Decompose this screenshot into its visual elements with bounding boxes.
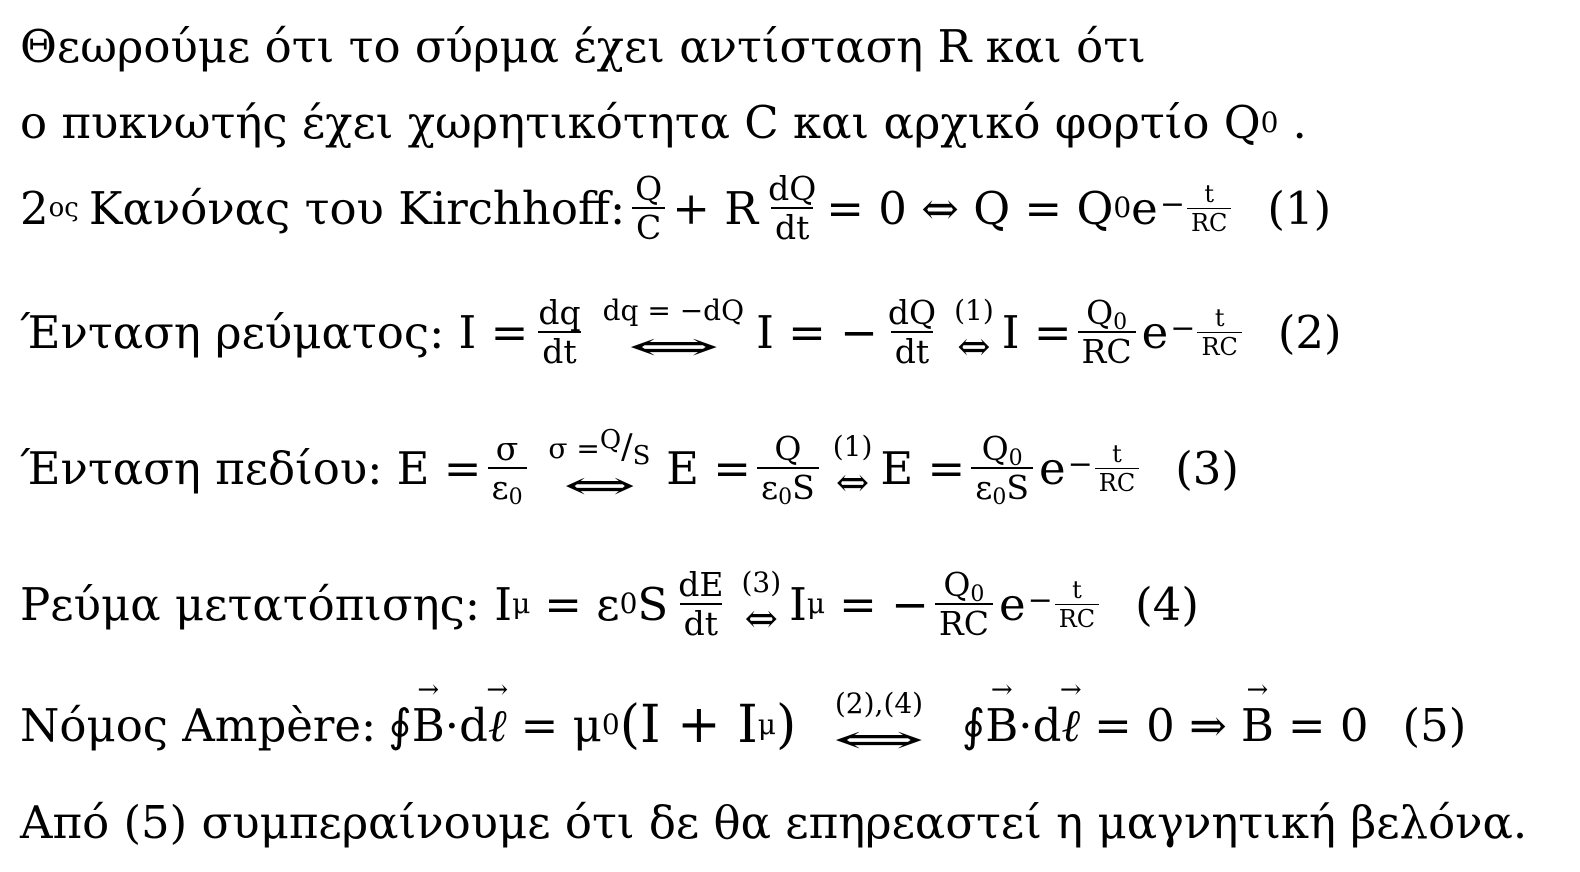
plus-r: + R xyxy=(672,181,759,235)
intro-line-2: ο πυκνωτής έχει χωρητικότητα C και αρχικό φορτίο Q 0 . xyxy=(20,96,1307,149)
arrow-glyph: ⇔ xyxy=(957,324,991,370)
frac-num: dQ xyxy=(768,169,817,208)
arrow-glyph: ⇔ xyxy=(562,463,637,509)
frac-den: dt xyxy=(538,331,580,368)
subscript: 0 xyxy=(1113,310,1128,335)
exponent xyxy=(1067,439,1142,497)
frac-num: Q xyxy=(635,169,663,208)
frac-num: Q xyxy=(774,429,802,468)
displacement-equation: Ρεύμα μετατόπισης: I μ = ε 0 S $\frac{dE}{dt}$ (3) ⇔ I μ = − $\frac{Q_0}{RC}$ e − $\frac{t}{RC}$ (4) xyxy=(20,565,1199,643)
current-label: Ένταση ρεύματος: I = xyxy=(20,305,529,359)
ampere-paren: (I + I xyxy=(619,695,758,755)
exp-minus: − xyxy=(1159,186,1185,222)
exp-minus: − xyxy=(1027,582,1053,618)
arrow-label-pre: σ = xyxy=(548,432,600,465)
frac-den: C xyxy=(632,207,665,244)
field-equation xyxy=(20,425,1239,510)
intro-period: . xyxy=(1292,96,1307,149)
intro-text-1: Θεωρούμε ότι το σύρμα έχει αντίσταση R και ότι xyxy=(20,20,1146,73)
frac-num: dq xyxy=(538,293,581,332)
arrow-label-den: S xyxy=(632,441,651,471)
vector-b: → B xyxy=(1241,703,1274,748)
frac-num: t xyxy=(1112,439,1122,468)
dot-d: ·d xyxy=(444,698,488,752)
subscript: 0 xyxy=(508,485,523,510)
frac-num-text: Q xyxy=(1086,293,1114,332)
displacement-eq-post: S xyxy=(637,577,669,631)
fraction-sigma-eps0 xyxy=(488,429,527,510)
exponent xyxy=(1027,575,1102,633)
displacement-label: Ρεύμα μετατόπισης: I xyxy=(20,577,513,631)
current-mid: I = − xyxy=(756,305,878,359)
frac-den xyxy=(971,467,1033,510)
exp-fraction xyxy=(1095,439,1139,497)
arrow-label: (2),(4) xyxy=(834,687,924,720)
double-arrow xyxy=(541,425,659,509)
equation-number: (4) xyxy=(1135,577,1199,631)
exponent xyxy=(1159,179,1234,237)
field-label: Ένταση πεδίου: E = xyxy=(20,441,482,495)
arrow-label: (1) xyxy=(832,430,873,463)
exp-fraction xyxy=(1187,179,1231,237)
frac-num-text: Q xyxy=(981,429,1009,468)
contour-integral-symbol: ∮ xyxy=(961,698,986,752)
fraction-q-over-c xyxy=(631,169,666,247)
frac-num: t xyxy=(1204,179,1214,208)
frac-den-text: ε xyxy=(975,468,993,507)
ampere-label: Νόμος Ampère: xyxy=(20,698,377,752)
fraction-q-eps0s xyxy=(757,429,819,510)
kirchhoff-label: Κανόνας του Kirchhoff: xyxy=(88,181,626,235)
frac-num: σ xyxy=(495,429,519,468)
ampere-rest: = 0 ⇒ xyxy=(1094,698,1227,752)
displacement-mid: I xyxy=(789,577,807,631)
frac-den xyxy=(757,467,819,510)
exp-fraction xyxy=(1197,303,1241,361)
vector-ell: → ℓ xyxy=(488,703,507,748)
frac-den: dt xyxy=(680,603,722,640)
kirchhoff-equation: 2 ος Κανόνας του Kirchhoff: $\frac{Q}{C}$ + R $\frac{dQ}{dt}$ = 0 ⇔ Q = Q 0 e − $\frac{t}{RC}$ (1) xyxy=(20,169,1332,247)
exp-fraction xyxy=(1055,575,1099,633)
ampere-paren-close: ) xyxy=(775,695,797,755)
intro-line-1 xyxy=(20,20,1146,73)
frac-num: dE xyxy=(678,565,724,604)
equation-number: (5) xyxy=(1402,698,1467,752)
fraction-dq-dt xyxy=(534,293,584,371)
arrow-label: (1) xyxy=(954,294,994,327)
fraction-q0-rc xyxy=(935,565,993,643)
exp-base: e xyxy=(1131,181,1158,235)
arrow-glyph: ⇔ xyxy=(744,596,779,642)
exp-base: e xyxy=(998,577,1026,631)
field-mid: E = xyxy=(666,441,751,495)
frac-den: RC xyxy=(1095,468,1139,495)
arrow-glyph: ⇔ xyxy=(832,717,926,763)
displacement-mid-post: = − xyxy=(839,577,929,631)
frac-den xyxy=(488,467,527,510)
displacement-eq: = ε xyxy=(544,577,620,631)
exponent xyxy=(1170,303,1244,361)
frac-den: RC xyxy=(1055,604,1099,631)
frac-den: RC xyxy=(1078,331,1136,368)
exp-base: e xyxy=(1141,305,1169,359)
frac-num: t xyxy=(1072,575,1082,604)
current-equation xyxy=(20,293,1342,371)
subscript: 0 xyxy=(992,485,1007,510)
frac-den-post: S xyxy=(1006,468,1029,507)
subscript: 0 xyxy=(1008,446,1023,471)
double-arrow xyxy=(954,294,994,370)
ampere-equation: Νόμος Ampère: ∮ → B ·d → ℓ = μ 0 (I + I μ ) (2),(4) ⇔ ∮ → B ·d → ℓ = 0 ⇒ → B = 0 (5) xyxy=(20,690,1466,760)
equation-number: (2) xyxy=(1277,305,1342,359)
fraction-q0-eps0s xyxy=(971,429,1033,510)
double-arrow xyxy=(804,687,954,763)
arrow-label-num: Q xyxy=(599,425,622,455)
intro-text-2: ο πυκνωτής έχει χωρητικότητα C και αρχικό φορτίο Q xyxy=(20,96,1261,149)
vector-b: → B xyxy=(985,703,1018,748)
fraction-de-dt xyxy=(674,565,727,643)
frac-den-post: S xyxy=(792,468,815,507)
double-arrow xyxy=(832,430,873,506)
arrow-label: (3) xyxy=(741,566,782,599)
frac-num: dQ xyxy=(887,293,937,332)
frac-den-text: ε xyxy=(491,468,509,507)
dot-d: ·d xyxy=(1018,698,1062,752)
fraction-q0-rc xyxy=(1078,293,1136,371)
contour-integral-symbol: ∮ xyxy=(388,698,412,752)
fraction-dq-dt-2 xyxy=(884,293,940,371)
arrow-glyph: ⇔ xyxy=(835,460,870,506)
arrow-label xyxy=(548,425,651,471)
subscript: 0 xyxy=(778,485,793,510)
fraction-dq-dt xyxy=(764,169,820,247)
subscript: 0 xyxy=(970,582,985,607)
frac-den: dt xyxy=(891,331,933,368)
frac-den: RC xyxy=(1187,208,1231,235)
frac-num xyxy=(978,429,1027,471)
frac-den: RC xyxy=(1197,332,1241,359)
field-mid-2: E = xyxy=(880,441,966,495)
frac-den: RC xyxy=(935,603,993,640)
equation-number: (1) xyxy=(1267,181,1332,235)
frac-num: t xyxy=(1214,303,1225,332)
vector-ell: → ℓ xyxy=(1061,703,1080,748)
current-mid-2: I = xyxy=(1001,305,1072,359)
frac-num xyxy=(939,565,988,607)
arrow-glyph: ⇔ xyxy=(626,324,721,370)
kirchhoff-result: = 0 ⇔ Q = Q xyxy=(826,181,1114,235)
double-arrow xyxy=(599,294,749,370)
ampere-eq: = μ xyxy=(520,698,602,752)
ampere-rest-2: = 0 xyxy=(1287,698,1369,752)
frac-num-text: Q xyxy=(943,565,971,604)
vector-b: → B xyxy=(412,703,445,748)
exp-base: e xyxy=(1038,441,1066,495)
conclusion-line xyxy=(20,796,1528,849)
arrow-label: dq = −dQ xyxy=(602,294,745,327)
double-arrow xyxy=(741,566,782,642)
arrow-label-slash: / xyxy=(621,427,633,467)
conclusion-text: Από (5) συμπεραίνουμε ότι δε θα επηρεαστεί η μαγνητική βελόνα. xyxy=(20,796,1528,849)
frac-den: dt xyxy=(771,207,813,244)
equation-number: (3) xyxy=(1175,441,1239,495)
exp-minus: − xyxy=(1067,446,1093,482)
exp-minus: − xyxy=(1170,310,1196,346)
frac-num xyxy=(1082,293,1131,335)
kirchhoff-ordinal: 2 xyxy=(20,181,49,235)
frac-den-text: ε xyxy=(761,468,779,507)
